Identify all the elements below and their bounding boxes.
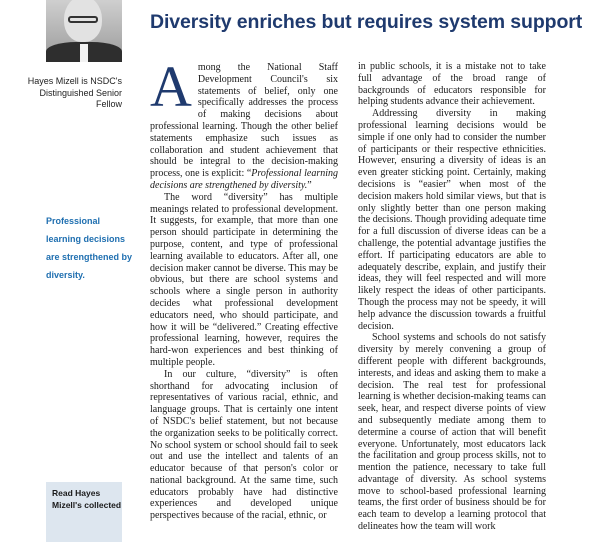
photo-collar [80,44,88,62]
paragraph: in public schools, it is a mistake not to take full advantage of the broad range of backgrounds of educators responsible for helping students advance their achievement. [358,61,546,108]
paragraph: In our culture, “diversity” is often shorthand for advocating inclusion of representatives of various racial, ethnic, and language groups. That is certainly one intent of NSDC's belief statement, but not because the organization seeks to be politically correct. No school system or school should fail to seek out and use the intellect and talents of an educator because of that person's color or national background. At the same time, such educators probably have had distinctive experiences and developed unique perspectives because of the racial, ethnic, or [150,368,338,522]
paragraph: Addressing diversity in making professional learning decisions would be simple if one only had to consider the number of participants or their respective ethnicities. However, ensuring a diversity of ideas is an even greater sticking point. Certainly, making decisions is “easier” when most of the decision makers hold similar views, but that is only slightly better than one person making the decisions. Though providing adequate time for a full discussion of diverse ideas can be a challenge, the potential advantage justifies the effort. If participating educators are able to adequately describe, explain, and justify their ideas, they will feel respected and will more likely respect the ideas of other participants. Though the process may not be speedy, it will help advance the discussion towards a fruitful decision. [358,108,546,332]
paragraph: School systems and schools do not satisfy diversity by merely convening a group of different people with different backgrounds, interests, and ideas and asking them to make a decision. The real test for professional learning is whether decision-making teams can seek, hear, and respect diverse points of view and subsequently mediate among them to determine a course of action that will benefit everyone. Unfortunately, most educators lack the facilitation and group process skills, not to mention the patience, necessary to take full advantage of diversity. As school systems move to school-based professional learning teams, the first order of business should be for each team to develop a learning protocol that delineates how the team will work [358,332,546,533]
paragraph-text: mong the National Staff Development Council's six statements of belief, only one specifically addresses the process of making decisions about professional learning. Though the other belief statements emphasize such issues as collaboration and student achievement that should be integral to the decision-making process, one is explicit: “ [150,62,338,180]
article-column-1 [150,54,338,522]
photo-glasses [68,16,98,23]
author-caption: Hayes Mizell is NSDC's Distinguished Senior Fellow [27,76,122,109]
author-photo [46,0,122,62]
belief-statement-quote: Professional learning decisions are strengthened by diversity. [150,168,338,191]
sidebar-text: Read Hayes Mizell's collected [52,488,122,510]
paragraph-text: ” [307,179,312,191]
paragraph [150,54,338,192]
pull-quote: Professional learning decisions are strengthened by diversity. [46,216,133,280]
paragraph: The word “diversity” has multiple meanings related to professional development. It suggests, for example, that more than one person should participate in determining the purpose, content, and type of professional learning available to educators. After all, one decision maker cannot be diverse. This may be obvious, but there are school systems and schools where a single person in authority decides what professional development educators need, who should participate, and how it will be “delivered.” Creating effective professional learning, however, requires the hard-won experiences and best thinking of multiple people. [150,191,338,368]
article-column-2 [358,61,546,533]
page-title: Diversity enriches but requires system support [150,11,583,34]
drop-cap: A [150,54,192,119]
sidebar-box [46,482,122,542]
